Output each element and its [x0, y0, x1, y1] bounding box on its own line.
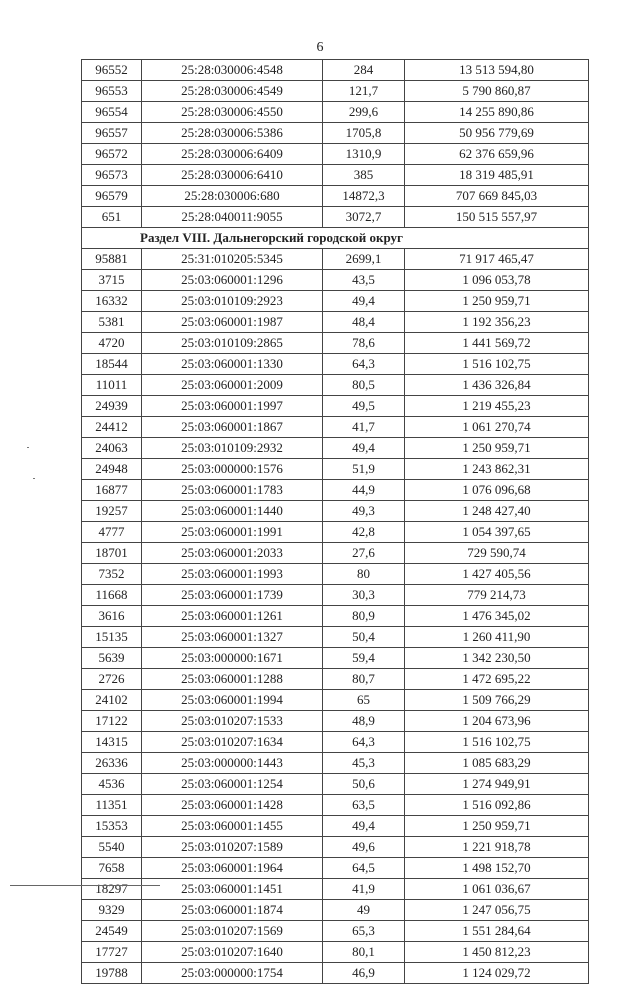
object-id-cell: 3715 — [82, 270, 142, 291]
table-row — [82, 543, 589, 564]
table-row — [82, 711, 589, 732]
cadastral-number-cell: 25:03:010207:1569 — [142, 921, 323, 942]
cadastral-number-cell: 25:03:060001:1783 — [142, 480, 323, 501]
table-row — [82, 900, 589, 921]
cadastral-cost-cell: 1 054 397,65 — [405, 522, 589, 543]
cadastral-number-cell: 25:28:030006:4549 — [142, 81, 323, 102]
object-id-cell: 3616 — [82, 606, 142, 627]
object-id-cell: 11011 — [82, 375, 142, 396]
cadastral-number-cell: 25:03:060001:1993 — [142, 564, 323, 585]
cadastral-number-cell: 25:03:060001:1288 — [142, 669, 323, 690]
cadastral-cost-cell: 779 214,73 — [405, 585, 589, 606]
page-number: 6 — [316, 40, 324, 55]
cadastral-cost-cell: 1 342 230,50 — [405, 648, 589, 669]
cadastral-cost-cell: 1 476 345,02 — [405, 606, 589, 627]
object-id-cell: 96557 — [82, 123, 142, 144]
table-row — [82, 438, 589, 459]
table-row — [82, 81, 589, 102]
rows-group-after — [82, 249, 589, 984]
table-row — [82, 144, 589, 165]
cadastral-number-cell: 25:03:060001:1874 — [142, 900, 323, 921]
cadastral-number-cell: 25:28:030006:4548 — [142, 60, 323, 81]
object-id-cell: 9329 — [82, 900, 142, 921]
cadastral-number-cell: 25:03:060001:2033 — [142, 543, 323, 564]
cadastral-number-cell: 25:03:060001:1964 — [142, 858, 323, 879]
area-cell: 42,8 — [323, 522, 405, 543]
area-cell: 30,3 — [323, 585, 405, 606]
object-id-cell: 16877 — [82, 480, 142, 501]
footer-rule — [10, 885, 160, 886]
object-id-cell: 15353 — [82, 816, 142, 837]
cadastral-number-cell: 25:03:000000:1671 — [142, 648, 323, 669]
table-row — [82, 123, 589, 144]
area-cell: 80 — [323, 564, 405, 585]
object-id-cell: 4536 — [82, 774, 142, 795]
cadastral-cost-cell: 1 427 405,56 — [405, 564, 589, 585]
cadastral-number-cell: 25:03:060001:1867 — [142, 417, 323, 438]
cadastral-number-cell: 25:03:010207:1640 — [142, 942, 323, 963]
area-cell: 27,6 — [323, 543, 405, 564]
table-row — [82, 375, 589, 396]
table-row — [82, 732, 589, 753]
object-id-cell: 7352 — [82, 564, 142, 585]
object-id-cell: 18297 — [82, 879, 142, 900]
cadastral-cost-cell: 729 590,74 — [405, 543, 589, 564]
cadastral-cost-cell: 1 219 455,23 — [405, 396, 589, 417]
area-cell: 49,4 — [323, 816, 405, 837]
cadastral-number-cell: 25:03:000000:1443 — [142, 753, 323, 774]
area-cell: 299,6 — [323, 102, 405, 123]
object-id-cell: 24948 — [82, 459, 142, 480]
table-row — [82, 963, 589, 984]
section-title: Раздел VIII. Дальнегорский городской округ — [82, 228, 589, 249]
object-id-cell: 96553 — [82, 81, 142, 102]
area-cell: 51,9 — [323, 459, 405, 480]
object-id-cell: 19788 — [82, 963, 142, 984]
object-id-cell: 11668 — [82, 585, 142, 606]
cadastral-number-cell: 25:28:030006:6409 — [142, 144, 323, 165]
object-id-cell: 14315 — [82, 732, 142, 753]
object-id-cell: 24063 — [82, 438, 142, 459]
object-id-cell: 11351 — [82, 795, 142, 816]
cadastral-cost-cell: 1 274 949,91 — [405, 774, 589, 795]
area-cell: 48,9 — [323, 711, 405, 732]
cadastral-cost-cell: 71 917 465,47 — [405, 249, 589, 270]
object-id-cell: 16332 — [82, 291, 142, 312]
table-row — [82, 753, 589, 774]
cadastral-cost-cell: 1 247 056,75 — [405, 900, 589, 921]
cadastral-number-cell: 25:03:060001:1428 — [142, 795, 323, 816]
object-id-cell: 2726 — [82, 669, 142, 690]
area-cell: 64,3 — [323, 732, 405, 753]
cadastral-number-cell: 25:03:060001:1330 — [142, 354, 323, 375]
table-row — [82, 879, 589, 900]
object-id-cell: 96573 — [82, 165, 142, 186]
table-row — [82, 837, 589, 858]
area-cell: 49,5 — [323, 396, 405, 417]
cadastral-cost-cell: 1 441 569,72 — [405, 333, 589, 354]
table-row — [82, 858, 589, 879]
cadastral-number-cell: 25:03:000000:1754 — [142, 963, 323, 984]
cadastral-cost-cell: 1 509 766,29 — [405, 690, 589, 711]
cadastral-number-cell: 25:03:010109:2865 — [142, 333, 323, 354]
area-cell: 41,9 — [323, 879, 405, 900]
cadastral-cost-cell: 1 250 959,71 — [405, 816, 589, 837]
cadastral-number-cell: 25:28:030006:680 — [142, 186, 323, 207]
cadastral-cost-cell: 1 096 053,78 — [405, 270, 589, 291]
cadastral-cost-cell: 1 243 862,31 — [405, 459, 589, 480]
cadastral-number-cell: 25:03:060001:1991 — [142, 522, 323, 543]
area-cell: 63,5 — [323, 795, 405, 816]
table-row — [82, 291, 589, 312]
area-cell: 50,4 — [323, 627, 405, 648]
area-cell: 2699,1 — [323, 249, 405, 270]
cadastral-cost-cell: 1 204 673,96 — [405, 711, 589, 732]
cadastral-cost-cell: 1 498 152,70 — [405, 858, 589, 879]
table-row — [82, 396, 589, 417]
cadastral-number-cell: 25:03:060001:1296 — [142, 270, 323, 291]
cadastral-number-cell: 25:03:060001:1994 — [142, 690, 323, 711]
table-row — [82, 627, 589, 648]
cadastral-cost-cell: 1 124 029,72 — [405, 963, 589, 984]
cadastral-cost-cell: 1 551 284,64 — [405, 921, 589, 942]
cadastral-number-cell: 25:28:030006:6410 — [142, 165, 323, 186]
area-cell: 78,6 — [323, 333, 405, 354]
cadastral-cost-cell: 1 076 096,68 — [405, 480, 589, 501]
area-cell: 385 — [323, 165, 405, 186]
cadastral-number-cell: 25:03:060001:1440 — [142, 501, 323, 522]
table-row — [82, 816, 589, 837]
area-cell: 48,4 — [323, 312, 405, 333]
scan-speck — [27, 447, 29, 448]
object-id-cell: 5639 — [82, 648, 142, 669]
object-id-cell: 24412 — [82, 417, 142, 438]
cadastral-cost-cell: 1 472 695,22 — [405, 669, 589, 690]
table-row — [82, 459, 589, 480]
object-id-cell: 95881 — [82, 249, 142, 270]
table-row — [82, 585, 589, 606]
scan-speck — [33, 478, 35, 479]
table-row — [82, 165, 589, 186]
cadastral-number-cell: 25:03:000000:1576 — [142, 459, 323, 480]
area-cell: 80,5 — [323, 375, 405, 396]
cadastral-cost-cell: 18 319 485,91 — [405, 165, 589, 186]
object-id-cell: 17122 — [82, 711, 142, 732]
area-cell: 59,4 — [323, 648, 405, 669]
cadastral-number-cell: 25:28:030006:5386 — [142, 123, 323, 144]
table-row — [82, 270, 589, 291]
cadastral-cost-cell: 1 450 812,23 — [405, 942, 589, 963]
area-cell: 49 — [323, 900, 405, 921]
cadastral-cost-cell: 5 790 860,87 — [405, 81, 589, 102]
object-id-cell: 96572 — [82, 144, 142, 165]
cadastral-cost-cell: 1 250 959,71 — [405, 438, 589, 459]
area-cell: 65 — [323, 690, 405, 711]
area-cell: 64,5 — [323, 858, 405, 879]
object-id-cell: 18701 — [82, 543, 142, 564]
cadastral-cost-cell: 1 248 427,40 — [405, 501, 589, 522]
rows-group-before — [82, 60, 589, 228]
area-cell: 3072,7 — [323, 207, 405, 228]
table-row — [82, 312, 589, 333]
object-id-cell: 24549 — [82, 921, 142, 942]
object-id-cell: 651 — [82, 207, 142, 228]
area-cell: 50,6 — [323, 774, 405, 795]
area-cell: 45,3 — [323, 753, 405, 774]
table-row — [82, 102, 589, 123]
area-cell: 43,5 — [323, 270, 405, 291]
area-cell: 49,3 — [323, 501, 405, 522]
table-row — [82, 186, 589, 207]
table-row — [82, 417, 589, 438]
table-row — [82, 522, 589, 543]
cadastral-cost-cell: 1 085 683,29 — [405, 753, 589, 774]
object-id-cell: 17727 — [82, 942, 142, 963]
cadastral-number-cell: 25:28:030006:4550 — [142, 102, 323, 123]
object-id-cell: 26336 — [82, 753, 142, 774]
table-row — [82, 501, 589, 522]
area-cell: 80,9 — [323, 606, 405, 627]
area-cell: 1705,8 — [323, 123, 405, 144]
table-row — [82, 60, 589, 81]
cadastral-number-cell: 25:03:010109:2932 — [142, 438, 323, 459]
area-cell: 65,3 — [323, 921, 405, 942]
cadastral-number-cell: 25:03:010207:1634 — [142, 732, 323, 753]
cadastral-cost-cell: 1 516 092,86 — [405, 795, 589, 816]
table-row — [82, 942, 589, 963]
area-cell: 80,7 — [323, 669, 405, 690]
table-row — [82, 606, 589, 627]
cadastral-cost-cell: 1 061 270,74 — [405, 417, 589, 438]
object-id-cell: 96579 — [82, 186, 142, 207]
area-cell: 121,7 — [323, 81, 405, 102]
cadastral-number-cell: 25:03:060001:1451 — [142, 879, 323, 900]
cadastral-number-cell: 25:03:060001:2009 — [142, 375, 323, 396]
cadastral-cost-cell: 13 513 594,80 — [405, 60, 589, 81]
area-cell: 44,9 — [323, 480, 405, 501]
section-row — [82, 228, 589, 249]
table-row — [82, 648, 589, 669]
cadastral-cost-cell: 1 250 959,71 — [405, 291, 589, 312]
cadastral-cost-cell: 50 956 779,69 — [405, 123, 589, 144]
area-cell: 41,7 — [323, 417, 405, 438]
cadastral-number-cell: 25:03:010207:1533 — [142, 711, 323, 732]
table-row — [82, 249, 589, 270]
table-row — [82, 795, 589, 816]
object-id-cell: 7658 — [82, 858, 142, 879]
cadastral-cost-cell: 14 255 890,86 — [405, 102, 589, 123]
object-id-cell: 5381 — [82, 312, 142, 333]
object-id-cell: 4720 — [82, 333, 142, 354]
cadastral-number-cell: 25:03:010207:1589 — [142, 837, 323, 858]
area-cell: 49,4 — [323, 438, 405, 459]
object-id-cell: 4777 — [82, 522, 142, 543]
cadastral-cost-cell: 1 221 918,78 — [405, 837, 589, 858]
area-cell: 1310,9 — [323, 144, 405, 165]
table-row — [82, 921, 589, 942]
cadastral-cost-cell: 1 516 102,75 — [405, 354, 589, 375]
table-row — [82, 669, 589, 690]
area-cell: 49,6 — [323, 837, 405, 858]
object-id-cell: 24102 — [82, 690, 142, 711]
object-id-cell: 5540 — [82, 837, 142, 858]
cadastral-cost-cell: 1 192 356,23 — [405, 312, 589, 333]
cadastral-cost-cell: 707 669 845,03 — [405, 186, 589, 207]
cadastral-number-cell: 25:03:060001:1987 — [142, 312, 323, 333]
table-row — [82, 690, 589, 711]
area-cell: 46,9 — [323, 963, 405, 984]
cadastral-number-cell: 25:31:010205:5345 — [142, 249, 323, 270]
cadastral-cost-cell: 1 260 411,90 — [405, 627, 589, 648]
cadastral-number-cell: 25:03:060001:1455 — [142, 816, 323, 837]
area-cell: 284 — [323, 60, 405, 81]
table-row — [82, 207, 589, 228]
object-id-cell: 24939 — [82, 396, 142, 417]
cadastral-cost-cell: 1 061 036,67 — [405, 879, 589, 900]
property-table — [81, 59, 589, 984]
cadastral-number-cell: 25:03:060001:1997 — [142, 396, 323, 417]
cadastral-cost-cell: 62 376 659,96 — [405, 144, 589, 165]
object-id-cell: 18544 — [82, 354, 142, 375]
table-row — [82, 564, 589, 585]
table-row — [82, 354, 589, 375]
table-row — [82, 480, 589, 501]
area-cell: 80,1 — [323, 942, 405, 963]
table-row — [82, 333, 589, 354]
cadastral-cost-cell: 1 436 326,84 — [405, 375, 589, 396]
table-row — [82, 774, 589, 795]
cadastral-number-cell: 25:03:060001:1254 — [142, 774, 323, 795]
cadastral-number-cell: 25:03:010109:2923 — [142, 291, 323, 312]
object-id-cell: 96554 — [82, 102, 142, 123]
object-id-cell: 19257 — [82, 501, 142, 522]
cadastral-number-cell: 25:03:060001:1327 — [142, 627, 323, 648]
object-id-cell: 15135 — [82, 627, 142, 648]
section-header-group — [82, 228, 589, 249]
area-cell: 14872,3 — [323, 186, 405, 207]
cadastral-number-cell: 25:03:060001:1261 — [142, 606, 323, 627]
object-id-cell: 96552 — [82, 60, 142, 81]
area-cell: 49,4 — [323, 291, 405, 312]
cadastral-cost-cell: 1 516 102,75 — [405, 732, 589, 753]
area-cell: 64,3 — [323, 354, 405, 375]
cadastral-number-cell: 25:28:040011:9055 — [142, 207, 323, 228]
cadastral-number-cell: 25:03:060001:1739 — [142, 585, 323, 606]
cadastral-cost-cell: 150 515 557,97 — [405, 207, 589, 228]
